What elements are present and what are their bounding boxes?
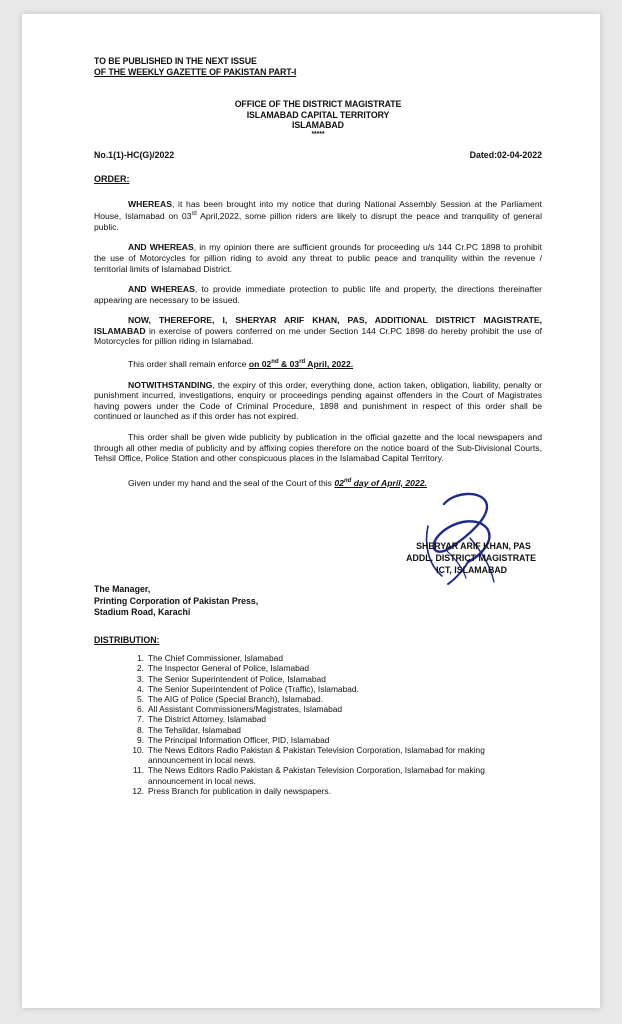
- recipient-line3: Stadium Road, Karachi: [94, 607, 191, 618]
- distribution-list: [94, 653, 542, 796]
- list-number: 10.: [132, 745, 144, 756]
- paragraph-now-therefore: [94, 315, 542, 347]
- paragraph-text: This order shall be given wide publicity by publication in the official gazette and the local newspapers and through all other media of publicity and by affixing copies therefore on the notice board of the Sub-Divisional Courts, Tehsil Office, Police Station and other conspicuous places in the Islamabad Capital Territory.: [94, 431, 542, 464]
- list-text: The Chief Commissioner, Islamabad: [148, 653, 283, 664]
- list-text: The Principal Information Officer, PID, Islamabad: [148, 734, 330, 745]
- signatory-title: ADDL. DISTRICT MAGISTRATE: [406, 553, 536, 564]
- office-line2: ISLAMABAD CAPITAL TERRITORY: [246, 109, 390, 120]
- list-text: Press Branch for publication in daily newspapers.: [148, 785, 331, 796]
- date-text: April, 2022.: [305, 358, 354, 369]
- office-line3: ISLAMABAD: [292, 120, 344, 130]
- list-text: The News Editors Radio Pakistan & Pakistan Television Corporation, Islamabad for making announcement in local news.: [148, 765, 485, 786]
- date-text: on 02: [248, 358, 272, 369]
- signatory: [406, 540, 536, 576]
- recipient-address: [94, 584, 542, 619]
- list-number: 4.: [137, 683, 144, 694]
- paragraph-text: This order shall remain enforce: [128, 358, 249, 369]
- paragraph-lead: WHEREAS: [128, 198, 172, 209]
- list-text: The News Editors Radio Pakistan & Pakistan Television Corporation, Islamabad for making announcement in local news.: [148, 745, 485, 766]
- paragraph-text: , in my opinion there are sufficient grounds for proceeding u/s 144 Cr.PC 1898 to prohibit the use of Motorcycles for pillion riding to avoid any threat to public peace and tranquility within the revenue / territorial limits of Islamabad District.: [94, 242, 542, 274]
- list-text: The Tehsildar, Islamabad: [148, 724, 241, 735]
- paragraph-and-whereas-1: [94, 242, 542, 274]
- gazette-header-line1: TO BE PUBLISHED IN THE NEXT ISSUE: [94, 56, 257, 66]
- paragraph-whereas: [94, 199, 542, 233]
- date-text: 02: [334, 477, 344, 488]
- list-item: [137, 663, 542, 674]
- list-text: The Senior Superintendent of Police, Islamabad: [148, 673, 326, 684]
- paragraph-text: in exercise of powers conferred on me under Section 144 Cr.PC 1898 do hereby prohibit the use of Motorcycles for pillion riding in Islamabad.: [94, 325, 542, 347]
- recipient-line1: The Manager,: [94, 584, 151, 595]
- list-item: [132, 745, 542, 766]
- list-text: The AIG of Police (Special Branch), Islamabad.: [148, 694, 324, 705]
- paragraph-text: , to provide immediate protection to public life and property, the directions thereinafter appearing are necessary to be issued.: [94, 284, 542, 305]
- office-heading: [94, 99, 542, 138]
- order-date: Dated:02-04-2022: [469, 149, 542, 160]
- paragraph-lead: NOTWITHSTANDING: [128, 379, 213, 390]
- paragraph-enforcement-period: [94, 357, 542, 369]
- paragraph-lead: AND WHEREAS: [128, 242, 194, 253]
- list-item: [137, 653, 542, 664]
- list-item: [137, 694, 542, 705]
- document-body: [94, 56, 542, 796]
- list-number: 7.: [137, 714, 144, 725]
- office-line1: OFFICE OF THE DISTRICT MAGISTRATE: [234, 99, 402, 109]
- list-number: 2.: [137, 663, 144, 674]
- signature-block: [94, 514, 542, 578]
- list-number: 8.: [137, 724, 144, 735]
- list-number: 11.: [132, 765, 144, 776]
- paragraph-lead: AND WHEREAS: [128, 284, 195, 295]
- date-text: day of April, 2022.: [351, 477, 427, 488]
- recipient-line2: Printing Corporation of Pakistan Press,: [94, 595, 259, 606]
- reference-number: No.1(1)-HC(G)/2022: [94, 149, 175, 160]
- list-item: [137, 683, 542, 694]
- list-text: The Senior Superintendent of Police (Traffic), Islamabad.: [148, 683, 359, 694]
- paragraph-and-whereas-2: [94, 284, 542, 305]
- list-number: 9.: [137, 734, 144, 745]
- superscript: rd: [191, 211, 197, 218]
- reference-row: [94, 150, 542, 161]
- superscript: nd: [271, 359, 279, 366]
- list-item: [137, 673, 542, 684]
- list-text: The Inspector General of Police, Islamabad: [148, 663, 310, 674]
- paragraph-lead: NOW, THEREFORE, I, SHERYAR ARIF KHAN, PAS, ADDITIONAL DISTRICT MAGISTRATE, ISLAMABAD: [94, 315, 542, 336]
- signatory-place: ICT, ISLAMABAD: [436, 565, 508, 576]
- list-number: 12.: [132, 785, 144, 796]
- list-number: 1.: [137, 653, 144, 664]
- list-item: [132, 765, 542, 786]
- list-item: [137, 704, 542, 715]
- list-item: [137, 714, 542, 725]
- paragraph-notwithstanding: [94, 380, 542, 422]
- paragraph-text: April,2022, some pillion riders are likely to disrupt the peace and tranquility of general public.: [94, 211, 542, 232]
- list-text: All Assistant Commissioners/Magistrates, Islamabad: [148, 704, 343, 715]
- superscript: nd: [343, 477, 352, 484]
- date-text: & 03: [278, 358, 300, 369]
- gazette-header-line2: OF THE WEEKLY GAZETTE OF PAKISTAN PART-I: [94, 66, 297, 77]
- list-item: [137, 724, 542, 735]
- list-text: The District Attorney, Islamabad: [148, 714, 267, 725]
- order-heading: ORDER:: [94, 174, 130, 185]
- list-number: 6.: [137, 704, 144, 715]
- office-stars: *****: [311, 130, 325, 138]
- list-number: 5.: [137, 694, 144, 705]
- paragraph-text: Given under my hand and the seal of the Court of this: [128, 477, 335, 488]
- list-item: [137, 734, 542, 745]
- paragraph-publicity: [94, 432, 542, 464]
- list-item: [132, 785, 542, 796]
- paragraph-text: , the expiry of this order, everything done, action taken, obligation, liability, penalty or punishment incurred, investigations, enquiry or proceedings pending against offenders in the Court of Magistrates having powers under the Code of Criminal Procedure, 1898 and punishment in respect of this order shall be continued or launched as if this order has not expired.: [94, 379, 542, 422]
- superscript: rd: [299, 359, 306, 366]
- signatory-name: SHERYAR ARIF KHAN, PAS: [416, 541, 531, 552]
- list-number: 3.: [137, 673, 144, 684]
- enforcement-dates: [249, 359, 353, 369]
- paragraph-text: , it has been brought into my notice that during National Assembly Session at the Parliament House, Islamabad on 03: [94, 198, 542, 222]
- distribution-heading: DISTRIBUTION:: [94, 634, 160, 645]
